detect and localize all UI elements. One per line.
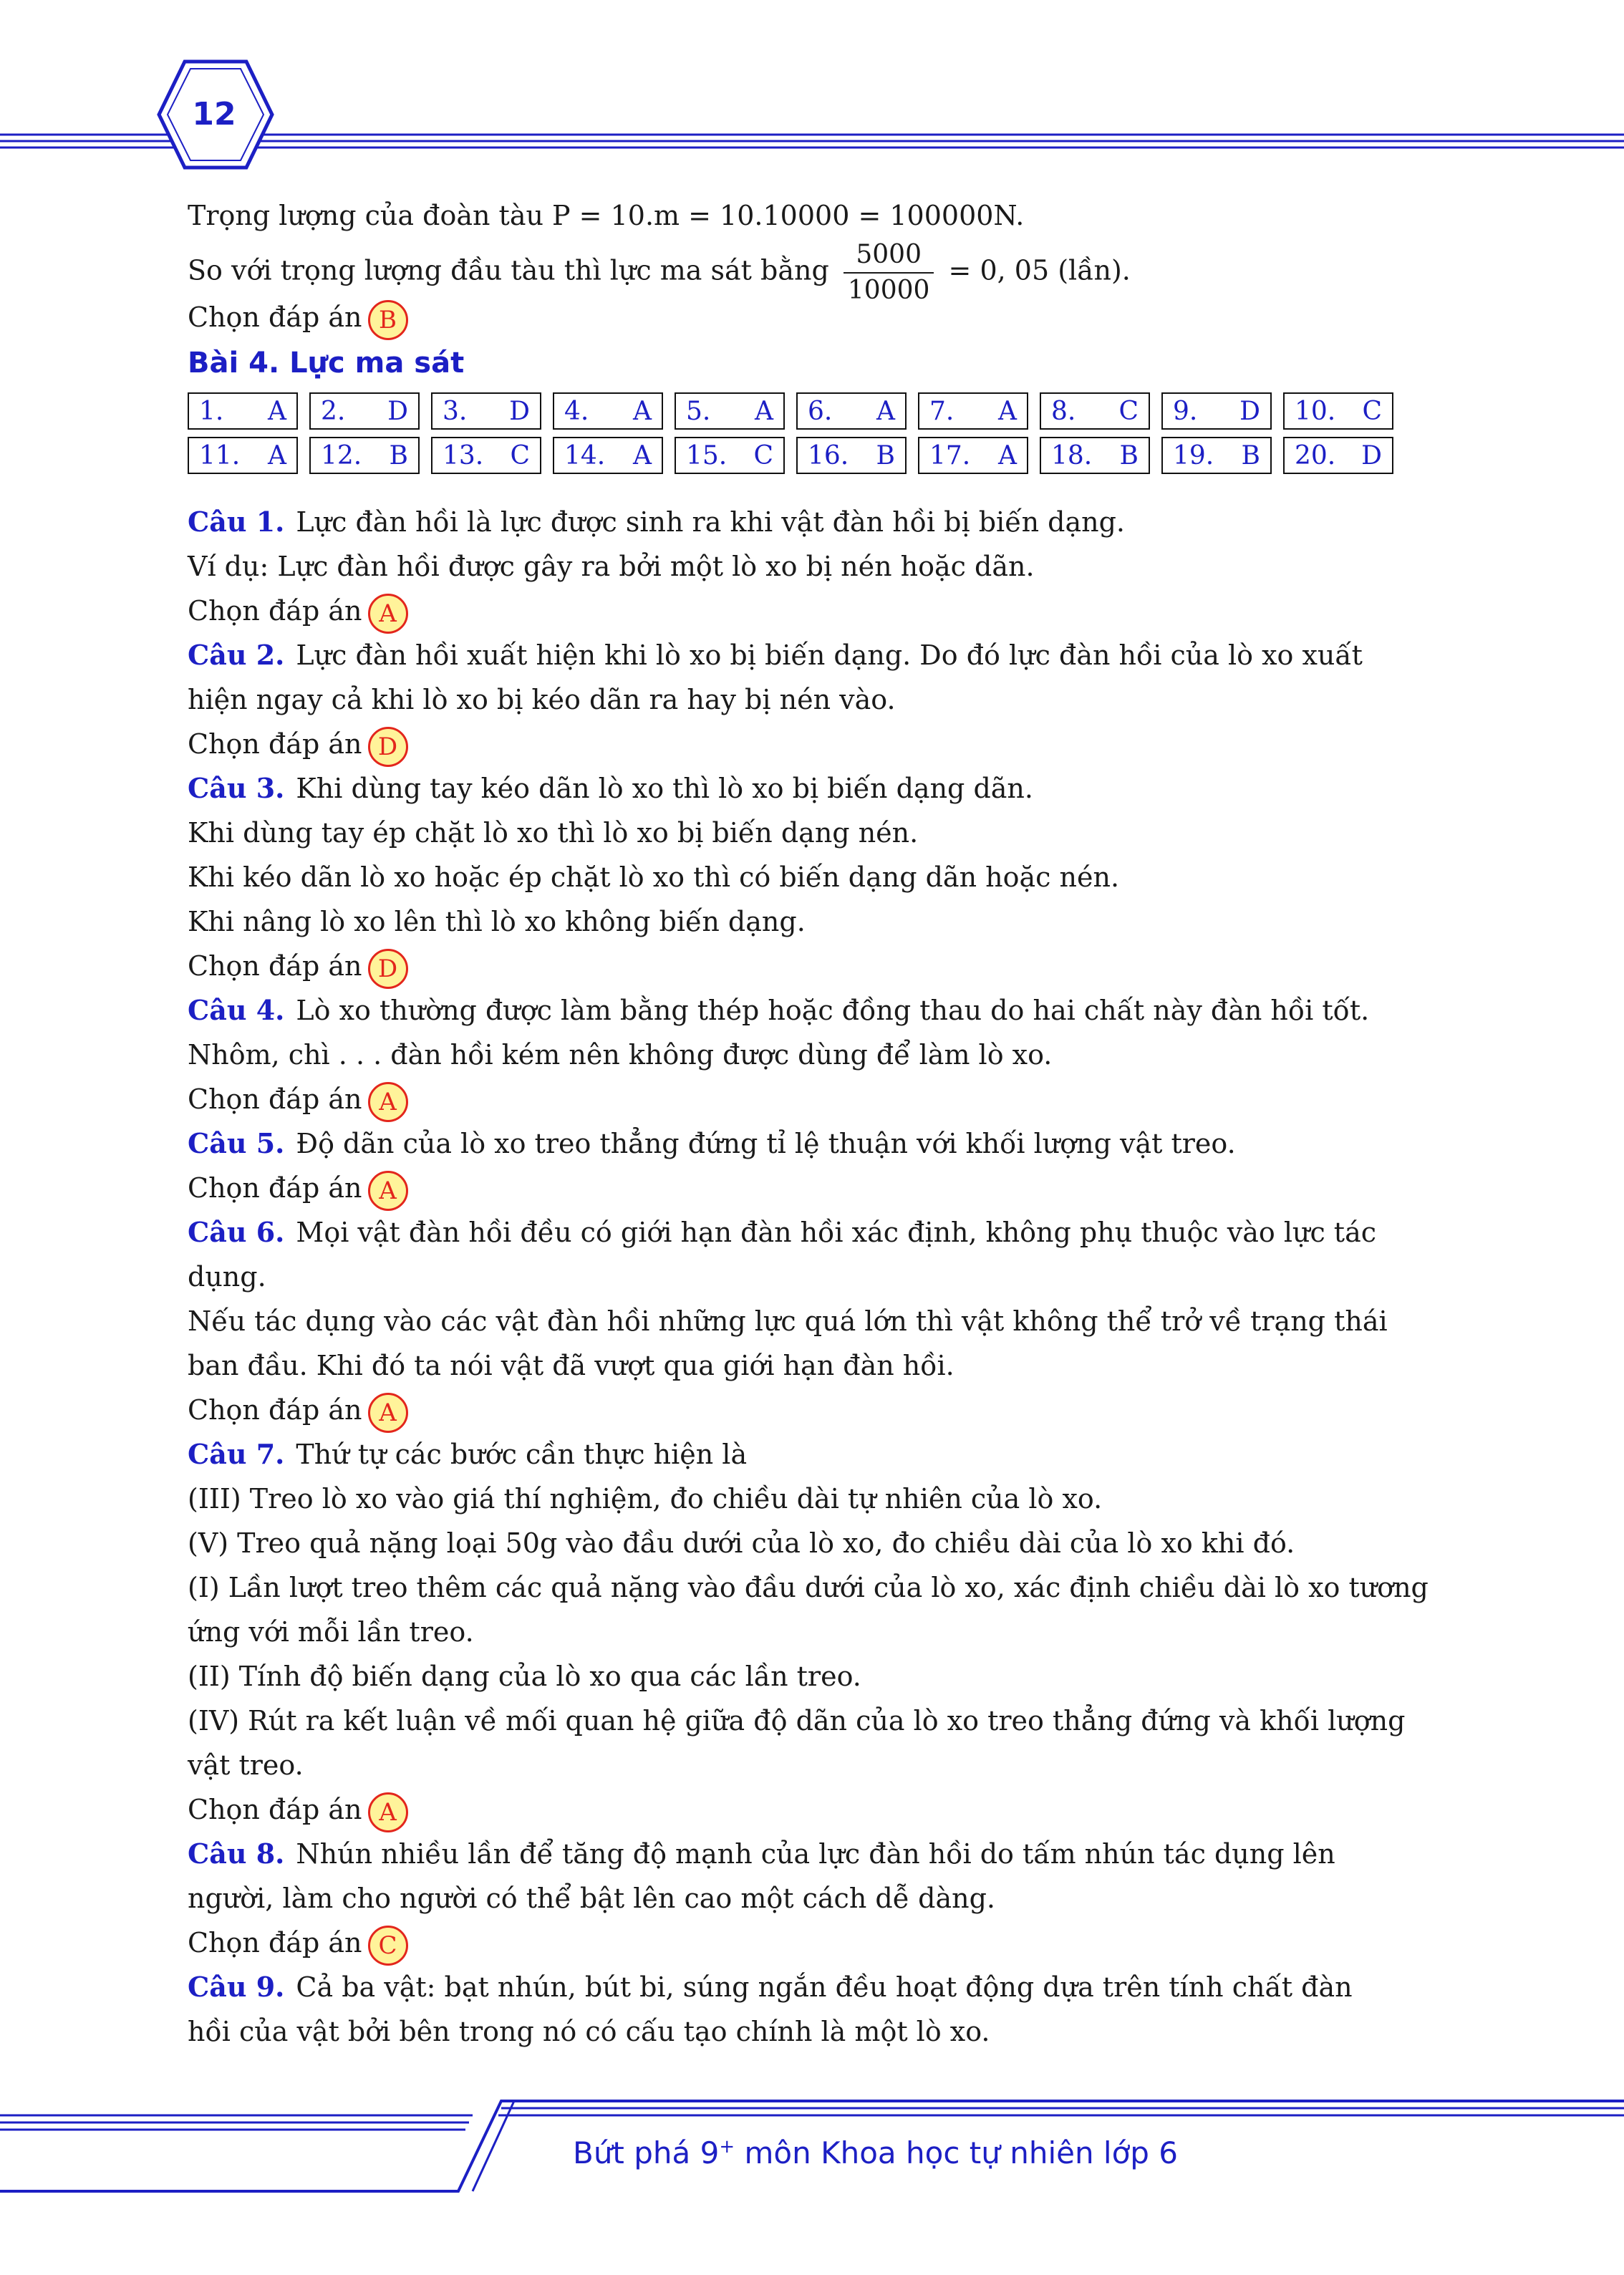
q5-label: Câu 5.	[188, 1127, 285, 1159]
q7-line-7: (IV) Rút ra kết luận về mối quan hệ giữa độ dãn của lò xo treo thẳng đứng và khối lượng	[188, 1705, 1406, 1737]
answer-cell	[1161, 437, 1272, 474]
answer-cell-number: 16.	[808, 440, 849, 470]
answer-cell-choice: C	[753, 440, 773, 470]
answer-cell-number: 17.	[929, 440, 971, 470]
answer-cell	[675, 437, 785, 474]
footer-title	[573, 2135, 1178, 2170]
answer-circle: A	[368, 1393, 408, 1433]
q9-line-2: hồi của vật bởi bên trong nó có cấu tạo chính là một lò xo.	[188, 2016, 990, 2047]
answer-table	[188, 392, 1456, 474]
choose-label: Chọn đáp án	[188, 1172, 362, 1204]
answer-cell	[553, 392, 663, 430]
answer-circle: A	[368, 594, 408, 634]
q8-label: Câu 8.	[188, 1837, 285, 1870]
answer-cell-number: 7.	[929, 396, 954, 426]
answer-cell	[431, 437, 541, 474]
q3-line-3: Khi kéo dãn lò xo hoặc ép chặt lò xo thì có biến dạng dãn hoặc nén.	[188, 861, 1120, 893]
answer-cell-number: 2.	[321, 396, 346, 426]
q4-label: Câu 4.	[188, 994, 285, 1026]
answer-cell-choice: B	[1119, 440, 1139, 470]
q7-answer-line	[188, 1787, 1456, 1832]
q7-line-2: (III) Treo lò xo vào giá thí nghiệm, đo chiều dài tự nhiên của lò xo.	[188, 1483, 1103, 1515]
answer-cell-number: 6.	[808, 396, 833, 426]
answer-cell-number: 15.	[686, 440, 728, 470]
answer-cell-choice: A	[633, 396, 652, 426]
answer-cell-choice: D	[1361, 440, 1382, 470]
q1-line-1	[188, 500, 1456, 544]
fraction-numerator: 5000	[844, 238, 934, 274]
q1-answer-line	[188, 589, 1456, 633]
intro-line-2-pre: So với trọng lượng đầu tàu thì lực ma sát bằng	[188, 254, 829, 286]
answer-cell	[431, 392, 541, 430]
answer-cell-choice: B	[1241, 440, 1260, 470]
q8-line-2: người, làm cho người có thể bật lên cao một cách dễ dàng.	[188, 1883, 996, 1914]
q3-line-4: Khi nâng lò xo lên thì lò xo không biến dạng.	[188, 906, 806, 937]
answer-cell-choice: A	[755, 396, 773, 426]
intro-line-2-post: = 0, 05 (lần).	[948, 254, 1131, 286]
answer-cell	[1283, 392, 1393, 430]
answer-cell	[309, 392, 420, 430]
q7-line-3: (V) Treo quả nặng loại 50g vào đầu dưới của lò xo, đo chiều dài của lò xo khi đó.	[188, 1527, 1295, 1559]
q4-answer-line	[188, 1077, 1456, 1121]
answer-cell	[675, 392, 785, 430]
answer-cell-number: 12.	[321, 440, 362, 470]
answer-cell-choice: C	[510, 440, 530, 470]
answer-cell-number: 1.	[199, 396, 224, 426]
q2-line-2: hiện ngay cả khi lò xo bị kéo dãn ra hay bị nén vào.	[188, 684, 896, 715]
fraction-denominator: 10000	[847, 276, 930, 305]
q6-label: Câu 6.	[188, 1216, 285, 1248]
q4-text-1: Lò xo thường được làm bằng thép hoặc đồng thau do hai chất này đàn hồi tốt.	[296, 995, 1370, 1026]
answer-circle: D	[368, 949, 408, 989]
answer-circle: A	[368, 1792, 408, 1832]
answer-cell-number: 19.	[1173, 440, 1214, 470]
answer-circle: C	[368, 1926, 408, 1966]
answer-cell-number: 11.	[199, 440, 241, 470]
answer-circle: A	[368, 1082, 408, 1122]
q7-line-5: ứng với mỗi lần treo.	[188, 1616, 474, 1648]
answer-cell-choice: C	[1118, 396, 1139, 426]
page-number: 12	[192, 96, 236, 132]
choose-label: Chọn đáp án	[188, 1927, 362, 1958]
q7-line-1	[188, 1432, 1456, 1477]
answer-circle: D	[368, 727, 408, 767]
q5-text-1: Độ dãn của lò xo treo thẳng đứng tỉ lệ thuận với khối lượng vật treo.	[296, 1128, 1236, 1159]
answer-cell	[188, 392, 298, 430]
answer-cell	[553, 437, 663, 474]
footer-title-pre: Bứt phá 9	[573, 2135, 720, 2170]
answer-cell-choice: B	[876, 440, 895, 470]
choose-label: Chọn đáp án	[188, 1394, 362, 1426]
answer-cell	[796, 437, 907, 474]
q8-line-1	[188, 1832, 1456, 1876]
q3-text-1: Khi dùng tay kéo dãn lò xo thì lò xo bị biến dạng dãn.	[296, 773, 1033, 804]
fraction	[844, 238, 934, 308]
answer-cell-choice: A	[268, 396, 286, 426]
q6-line-4: ban đầu. Khi đó ta nói vật đã vượt qua giới hạn đàn hồi.	[188, 1350, 954, 1381]
answer-cell-choice: A	[998, 396, 1017, 426]
choose-label: Chọn đáp án	[188, 595, 362, 627]
answer-cell-number: 20.	[1295, 440, 1336, 470]
answer-cell-choice: A	[268, 440, 286, 470]
choose-label: Chọn đáp án	[188, 728, 362, 760]
answer-cell-number: 13.	[443, 440, 484, 470]
section-title: Bài 4. Lực ma sát	[188, 347, 465, 380]
q4-line-2: Nhôm, chì . . . đàn hồi kém nên không được dùng để làm lò xo.	[188, 1039, 1053, 1071]
intro-answer-line	[188, 295, 1456, 339]
q9-line-1	[188, 1965, 1456, 2009]
answer-cell-choice: D	[387, 396, 408, 426]
q5-line-1	[188, 1121, 1456, 1166]
answer-cell-number: 14.	[564, 440, 606, 470]
q2-answer-line	[188, 722, 1456, 766]
intro-line-1: Trọng lượng của đoàn tàu P = 10.m = 10.10000 = 100000N.	[188, 200, 1025, 231]
answer-cell-number: 4.	[564, 396, 589, 426]
footer-decoration	[0, 2091, 1624, 2275]
answer-circle: A	[368, 1171, 408, 1211]
answer-cell-choice: A	[998, 440, 1017, 470]
answer-cell-choice: D	[509, 396, 530, 426]
intro-line-2	[188, 238, 1456, 305]
q3-answer-line	[188, 944, 1456, 988]
choose-label: Chọn đáp án	[188, 301, 362, 333]
answer-cell	[918, 392, 1028, 430]
answer-cell-number: 18.	[1051, 440, 1093, 470]
q2-label: Câu 2.	[188, 639, 285, 671]
answer-circle: B	[368, 300, 408, 340]
q3-label: Câu 3.	[188, 772, 285, 804]
answer-cell	[1283, 437, 1393, 474]
answer-cell-number: 8.	[1051, 396, 1076, 426]
answer-cell	[796, 392, 907, 430]
choose-label: Chọn đáp án	[188, 1083, 362, 1115]
q5-answer-line	[188, 1166, 1456, 1210]
choose-label: Chọn đáp án	[188, 1794, 362, 1825]
answer-cell-choice: A	[876, 396, 895, 426]
q1-label: Câu 1.	[188, 506, 285, 538]
answer-cell-choice: D	[1239, 396, 1260, 426]
answer-cell	[918, 437, 1028, 474]
q3-line-1	[188, 766, 1456, 811]
q6-line-3: Nếu tác dụng vào các vật đàn hồi những lực quá lớn thì vật không thể trở về trạng thái	[188, 1305, 1388, 1337]
q1-text-1: Lực đàn hồi là lực được sinh ra khi vật đàn hồi bị biến dạng.	[296, 506, 1125, 538]
q2-text-1: Lực đàn hồi xuất hiện khi lò xo bị biến dạng. Do đó lực đàn hồi của lò xo xuất	[296, 639, 1363, 671]
footer-title-sup: +	[719, 2136, 735, 2158]
q7-line-8: vật treo.	[188, 1749, 304, 1781]
answer-cell	[1040, 437, 1150, 474]
answer-cell-choice: A	[633, 440, 652, 470]
q8-answer-line	[188, 1921, 1456, 1965]
q6-text-1: Mọi vật đàn hồi đều có giới hạn đàn hồi xác định, không phụ thuộc vào lực tác	[296, 1217, 1377, 1248]
answer-cell	[188, 437, 298, 474]
answer-cell	[1040, 392, 1150, 430]
q9-text-1: Cả ba vật: bạt nhún, bút bi, súng ngắn đều hoạt động dựa trên tính chất đàn	[296, 1971, 1353, 2003]
q4-line-1	[188, 988, 1456, 1033]
answer-cell-number: 3.	[443, 396, 468, 426]
q2-line-1	[188, 633, 1456, 677]
q7-line-6: (II) Tính độ biến dạng của lò xo qua các lần treo.	[188, 1661, 861, 1692]
q6-line-1	[188, 1210, 1456, 1255]
answer-cell-number: 5.	[686, 396, 711, 426]
choose-label: Chọn đáp án	[188, 950, 362, 982]
q1-line-2: Ví dụ: Lực đàn hồi được gây ra bởi một lò xo bị nén hoặc dãn.	[188, 551, 1035, 582]
answer-cell-number: 9.	[1173, 396, 1198, 426]
answer-cell	[309, 437, 420, 474]
q8-text-1: Nhún nhiều lần để tăng độ mạnh của lực đàn hồi do tấm nhún tác dụng lên	[296, 1838, 1335, 1870]
answer-cell	[1161, 392, 1272, 430]
q9-label: Câu 9.	[188, 1971, 285, 2003]
answer-cell-choice: C	[1362, 396, 1382, 426]
page-content	[188, 193, 1456, 2054]
q3-line-2: Khi dùng tay ép chặt lò xo thì lò xo bị biến dạng nén.	[188, 817, 919, 849]
footer-title-post: môn Khoa học tự nhiên lớp 6	[735, 2135, 1179, 2170]
q6-answer-line	[188, 1388, 1456, 1432]
q7-label: Câu 7.	[188, 1438, 285, 1470]
answer-cell-number: 10.	[1295, 396, 1336, 426]
answer-cell-choice: B	[389, 440, 408, 470]
q7-text-1: Thứ tự các bước cần thực hiện là	[296, 1439, 748, 1470]
q7-line-4: (I) Lần lượt treo thêm các quả nặng vào đầu dưới của lò xo, xác định chiều dài lò xo tương	[188, 1572, 1429, 1603]
q6-line-2: dụng.	[188, 1261, 266, 1293]
